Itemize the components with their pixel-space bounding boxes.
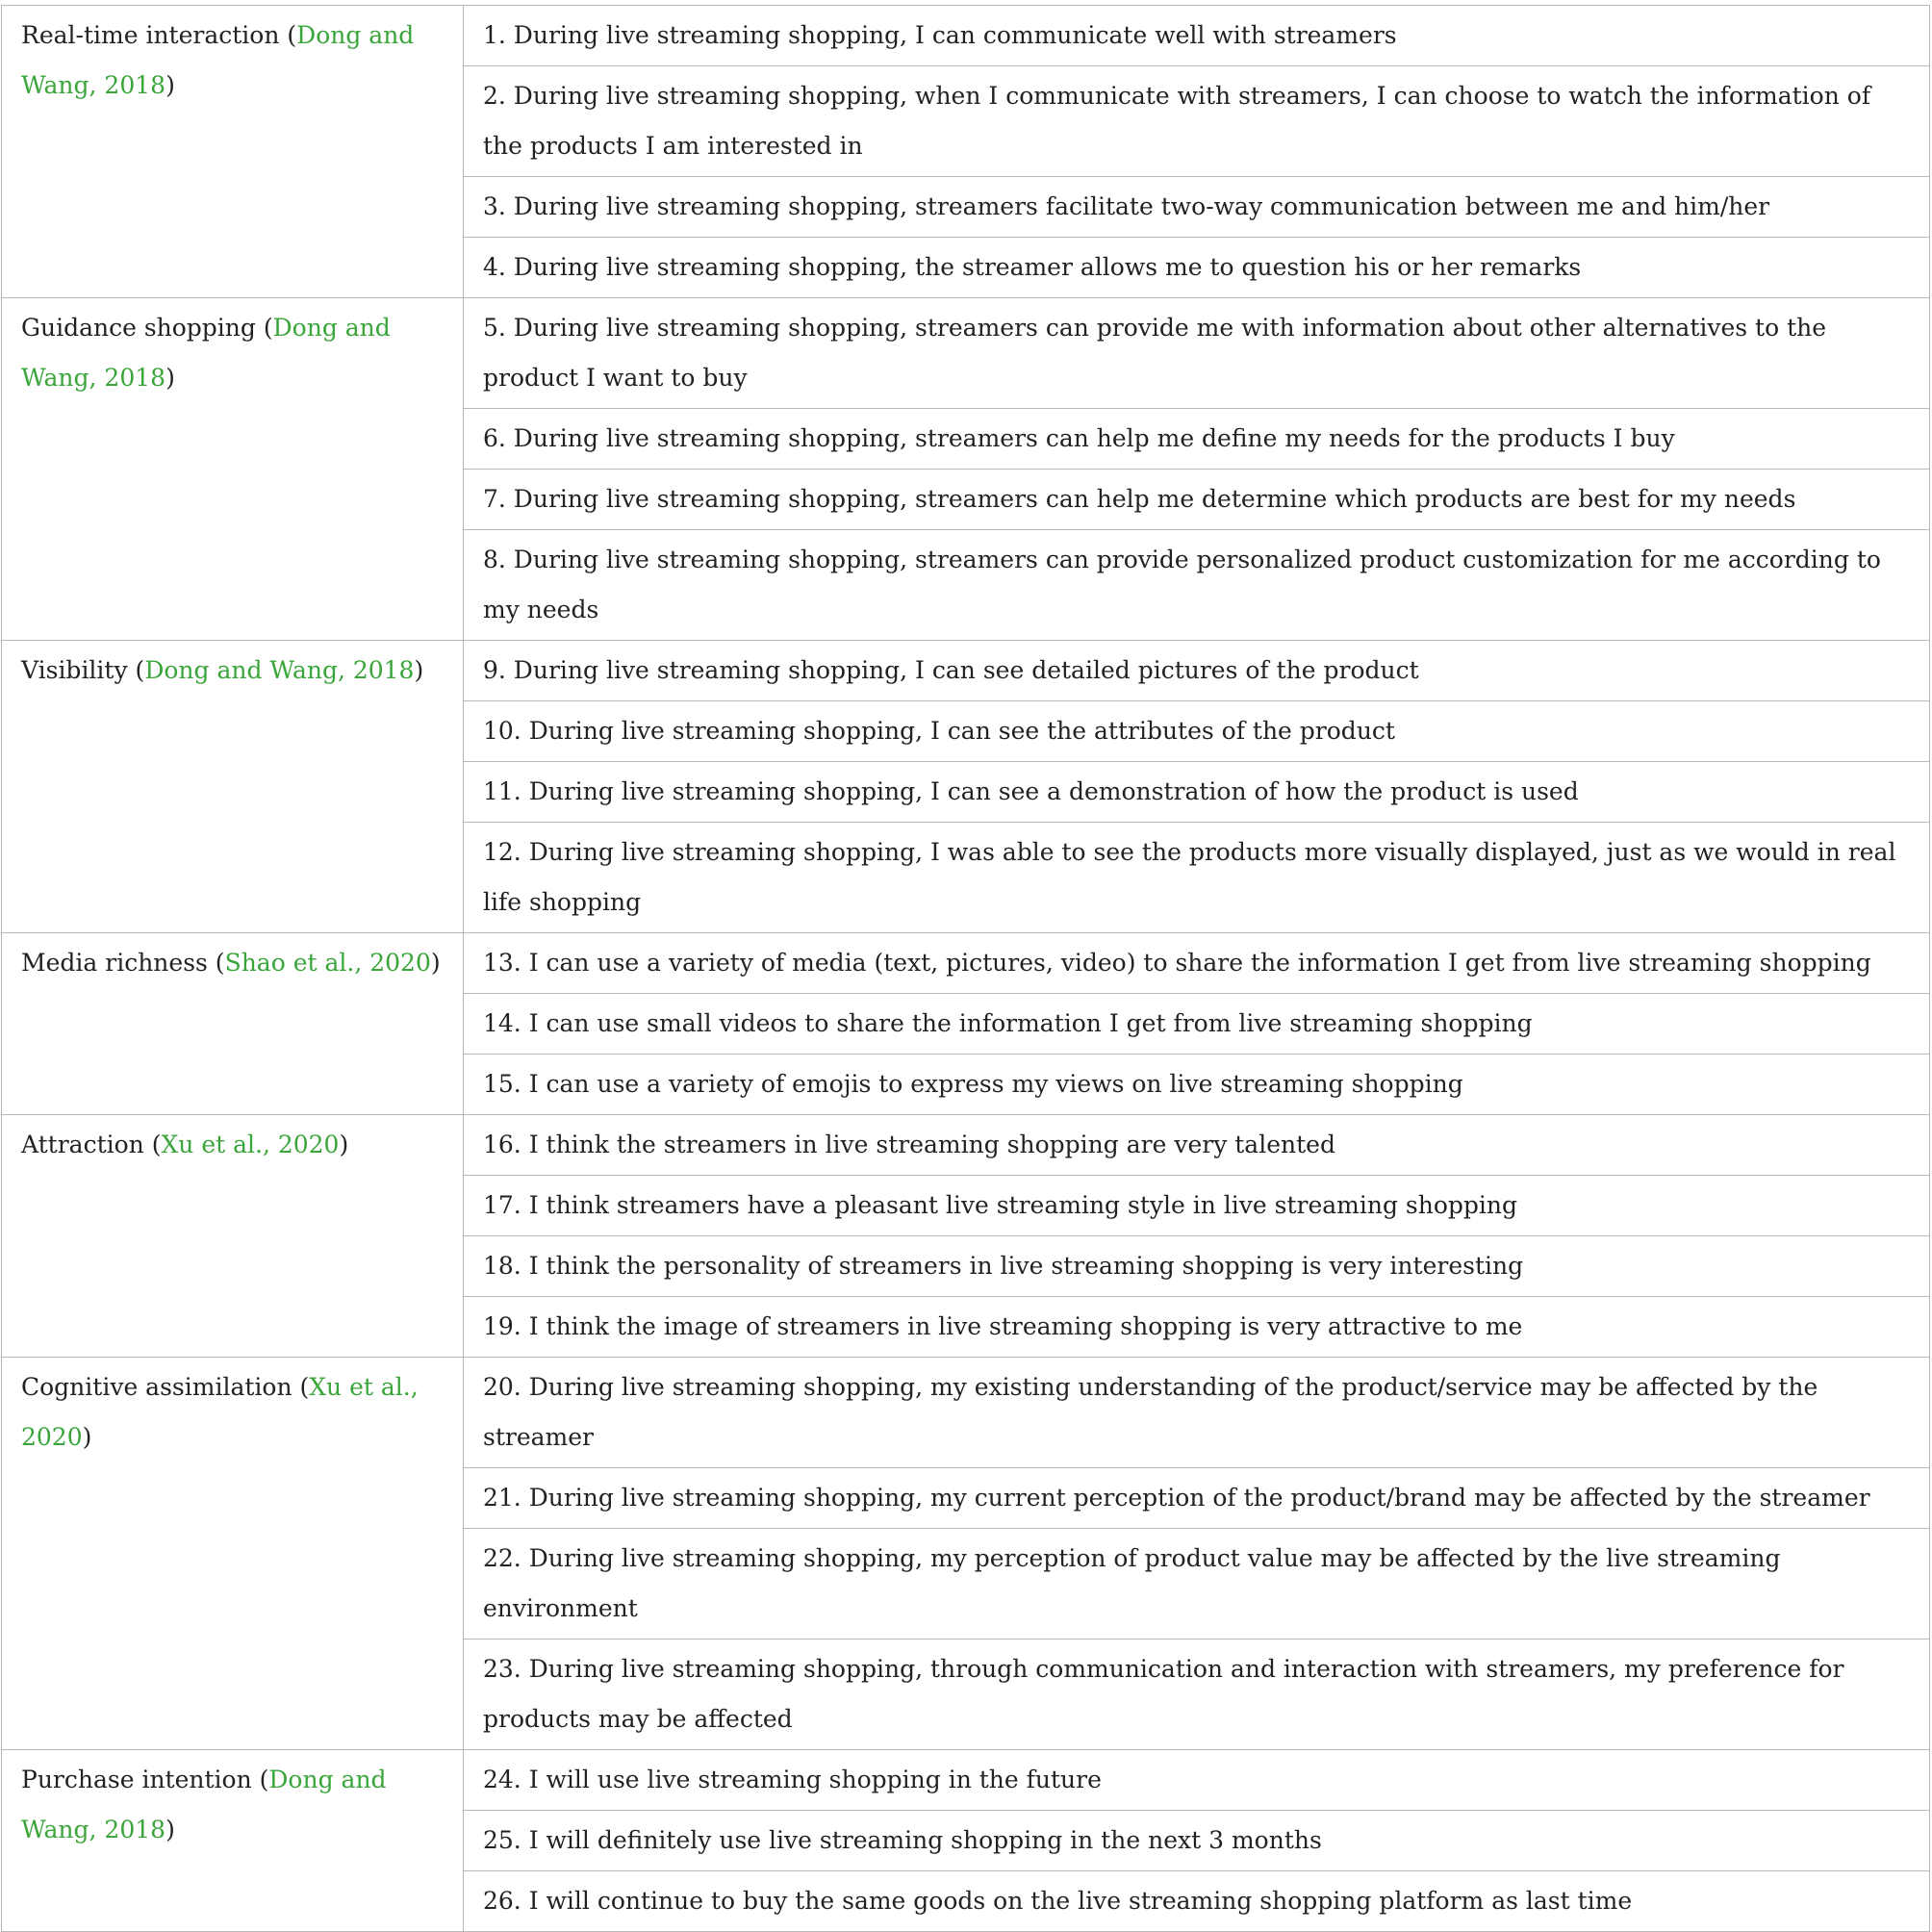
item-text: 15. I can use a variety of emojis to express my views on live streaming shopping	[464, 1055, 1930, 1115]
item-text: 1. During live streaming shopping, I can communicate well with streamers	[464, 6, 1930, 66]
construct-name: Visibility	[21, 656, 128, 684]
item-text: 17. I think streamers have a pleasant live streaming style in live streaming shopping	[464, 1176, 1930, 1236]
item-text: 13. I can use a variety of media (text, pictures, video) to share the information I get from live streaming shopping	[464, 933, 1930, 994]
citation-link[interactable]: Xu et al., 2020	[161, 1131, 340, 1158]
citation-link[interactable]: Xu et al., 2020	[21, 1373, 419, 1451]
construct-cell: Guidance shopping (Dong and Wang, 2018)	[2, 298, 464, 641]
item-text: 2. During live streaming shopping, when I communicate with streamers, I can choose to watch the information of the products I am interested in	[464, 66, 1930, 177]
construct-cell: Media richness (Shao et al., 2020)	[2, 933, 464, 1115]
item-text: 10. During live streaming shopping, I can see the attributes of the product	[464, 701, 1930, 762]
citation-link[interactable]: Shao et al., 2020	[224, 949, 431, 977]
item-text: 8. During live streaming shopping, streamers can provide personalized product customization for me according to my needs	[464, 530, 1930, 641]
construct-cell: Purchase intention (Dong and Wang, 2018)	[2, 1750, 464, 1932]
item-text: 21. During live streaming shopping, my current perception of the product/brand may be affected by the streamer	[464, 1468, 1930, 1529]
construct-name: Purchase intention	[21, 1766, 252, 1793]
item-text: 19. I think the image of streamers in live streaming shopping is very attractive to me	[464, 1297, 1930, 1358]
item-text: 7. During live streaming shopping, streamers can help me determine which products are best for my needs	[464, 470, 1930, 530]
construct-name: Attraction	[21, 1131, 144, 1158]
construct-cell: Attraction (Xu et al., 2020)	[2, 1115, 464, 1358]
item-text: 24. I will use live streaming shopping in the future	[464, 1750, 1930, 1811]
item-text: 9. During live streaming shopping, I can see detailed pictures of the product	[464, 641, 1930, 701]
item-text: 26. I will continue to buy the same goods on the live streaming shopping platform as last time	[464, 1871, 1930, 1932]
item-text: 22. During live streaming shopping, my perception of product value may be affected by the live streaming environment	[464, 1529, 1930, 1640]
item-text: 18. I think the personality of streamers in live streaming shopping is very interesting	[464, 1236, 1930, 1297]
citation-link[interactable]: Dong and Wang, 2018	[144, 656, 415, 684]
item-text: 5. During live streaming shopping, streamers can provide me with information about other alternatives to the product I want to buy	[464, 298, 1930, 409]
item-text: 11. During live streaming shopping, I can see a demonstration of how the product is used	[464, 762, 1930, 823]
item-text: 4. During live streaming shopping, the streamer allows me to question his or her remarks	[464, 238, 1930, 298]
table-row	[2, 641, 1930, 701]
table-row	[2, 6, 1930, 66]
table-row	[2, 1750, 1930, 1811]
citation-link[interactable]: Dong and Wang, 2018	[21, 314, 391, 392]
construct-name: Real-time interaction	[21, 21, 280, 49]
construct-cell: Real-time interaction (Dong and Wang, 2018)	[2, 6, 464, 298]
item-text: 12. During live streaming shopping, I was able to see the products more visually displayed, just as we would in real life shopping	[464, 823, 1930, 933]
construct-cell: Visibility (Dong and Wang, 2018)	[2, 641, 464, 933]
construct-cell: Cognitive assimilation (Xu et al., 2020)	[2, 1358, 464, 1750]
table-row	[2, 298, 1930, 409]
citation-link[interactable]: Dong and Wang, 2018	[21, 1766, 387, 1843]
item-text: 20. During live streaming shopping, my existing understanding of the product/service may be affected by the streamer	[464, 1358, 1930, 1468]
citation-link[interactable]: Dong and Wang, 2018	[21, 21, 415, 99]
item-text: 16. I think the streamers in live streaming shopping are very talented	[464, 1115, 1930, 1176]
item-text: 3. During live streaming shopping, streamers facilitate two-way communication between me and him/her	[464, 177, 1930, 238]
item-text: 23. During live streaming shopping, through communication and interaction with streamers, my preference for products may be affected	[464, 1640, 1930, 1750]
construct-name: Guidance shopping	[21, 314, 256, 342]
item-text: 6. During live streaming shopping, streamers can help me define my needs for the products I buy	[464, 409, 1930, 470]
construct-name: Cognitive assimilation	[21, 1373, 292, 1401]
table-row	[2, 1115, 1930, 1176]
item-text: 14. I can use small videos to share the information I get from live streaming shopping	[464, 994, 1930, 1055]
table-row	[2, 933, 1930, 994]
construct-name: Media richness	[21, 949, 208, 977]
item-text: 25. I will definitely use live streaming shopping in the next 3 months	[464, 1811, 1930, 1871]
measurement-items-table	[1, 5, 1930, 1932]
table-row	[2, 1358, 1930, 1468]
